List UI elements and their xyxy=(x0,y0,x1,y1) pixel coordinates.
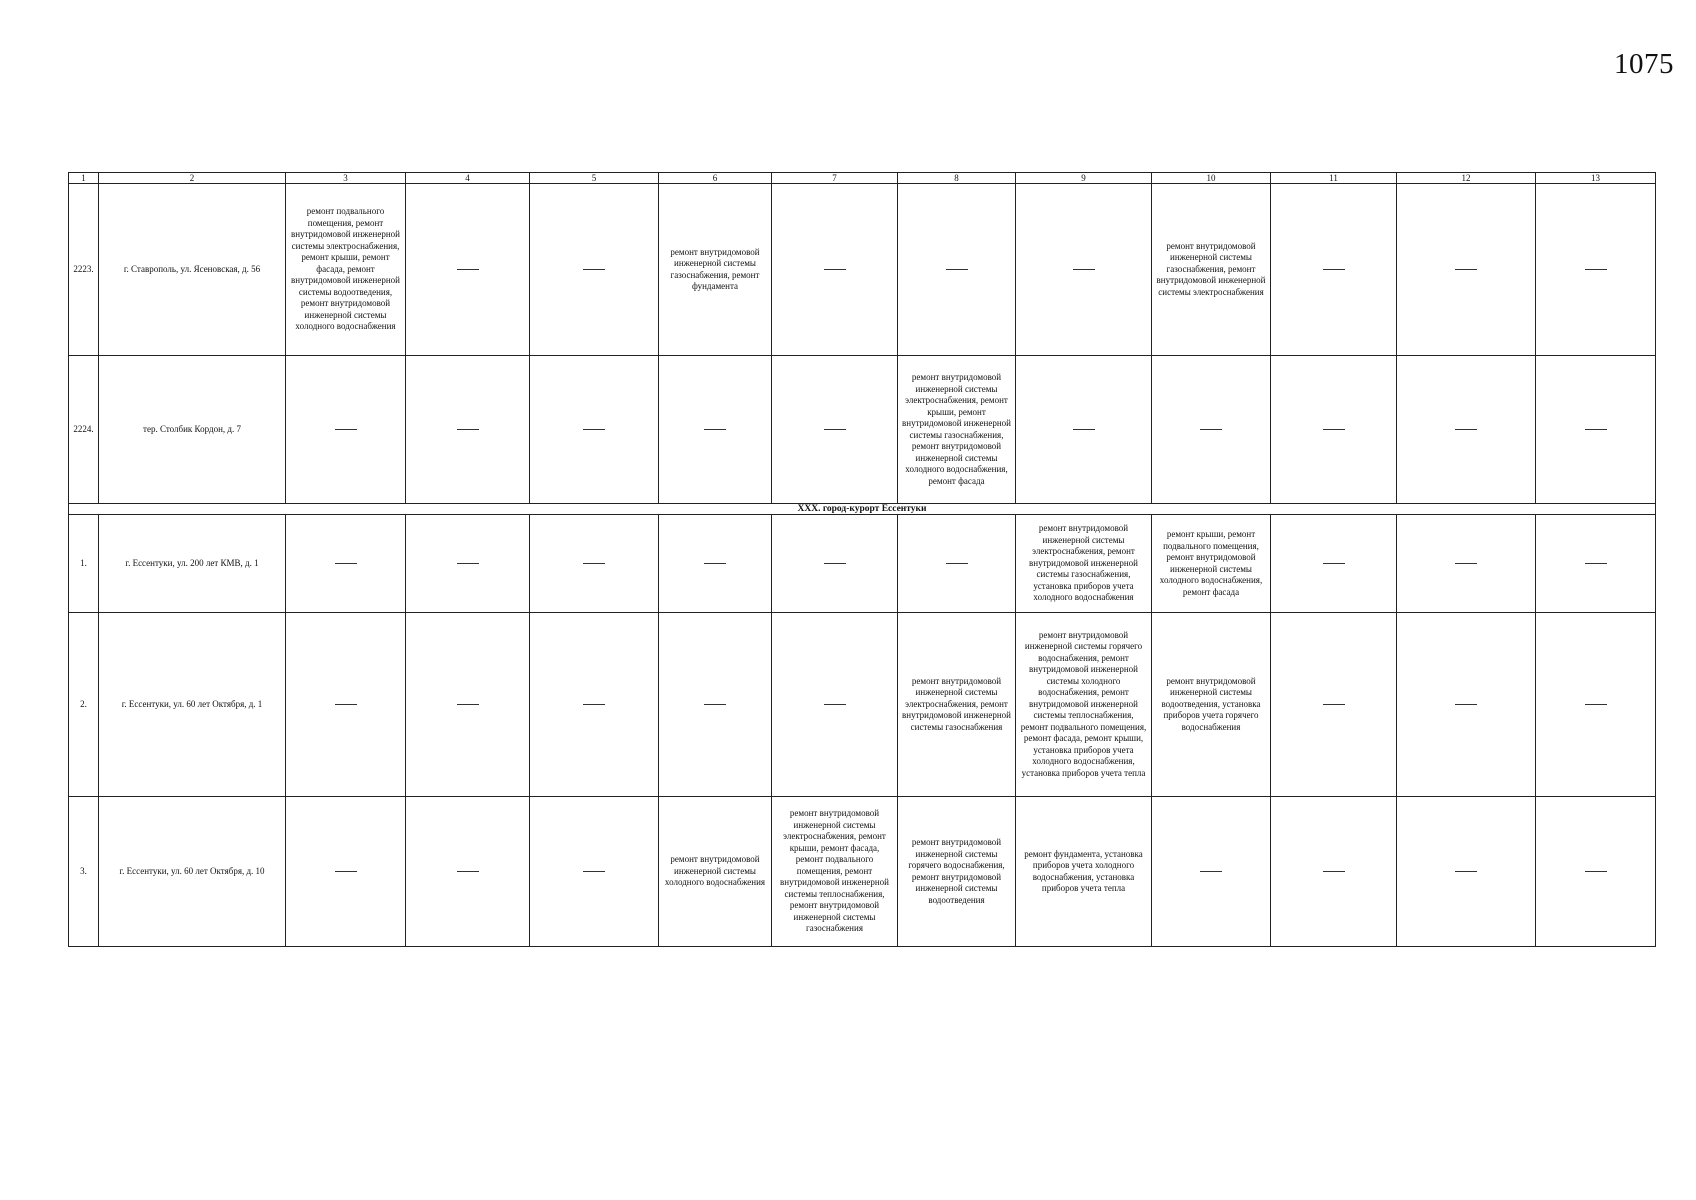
empty-cell xyxy=(286,515,406,613)
empty-cell xyxy=(406,356,530,504)
column-number: 2 xyxy=(99,173,286,184)
empty-cell xyxy=(1152,797,1271,947)
empty-cell xyxy=(530,613,659,797)
address-cell: г. Ессентуки, ул. 60 лет Октября, д. 1 xyxy=(99,613,286,797)
empty-cell xyxy=(659,613,772,797)
column-number: 6 xyxy=(659,173,772,184)
column-number: 1 xyxy=(69,173,99,184)
dash-mark xyxy=(1200,429,1222,430)
dash-mark xyxy=(946,563,968,564)
dash-mark xyxy=(1585,429,1607,430)
works-cell: ремонт внутридомовой инженерной системы газоснабжения, ремонт внутридомовой инженерной системы электроснабжения xyxy=(1152,184,1271,356)
empty-cell xyxy=(406,515,530,613)
dash-mark xyxy=(457,704,479,705)
empty-cell xyxy=(772,356,898,504)
empty-cell xyxy=(1397,184,1536,356)
empty-cell xyxy=(1016,356,1152,504)
empty-cell xyxy=(1397,797,1536,947)
dash-mark xyxy=(824,563,846,564)
dash-mark xyxy=(946,269,968,270)
dash-mark xyxy=(583,269,605,270)
dash-mark xyxy=(583,563,605,564)
dash-mark xyxy=(704,429,726,430)
column-number: 11 xyxy=(1271,173,1397,184)
dash-mark xyxy=(583,704,605,705)
address-cell: тер. Столбик Кордон, д. 7 xyxy=(99,356,286,504)
column-number: 9 xyxy=(1016,173,1152,184)
works-cell: ремонт внутридомовой инженерной системы электроснабжения, ремонт крыши, ремонт внутридомовой инженерной системы газоснабжения, ремонт внутридомовой инженерной системы холодного водоснабжения, ремонт фасада xyxy=(898,356,1016,504)
dash-mark xyxy=(335,704,357,705)
column-number: 13 xyxy=(1536,173,1656,184)
empty-cell xyxy=(286,356,406,504)
column-number: 3 xyxy=(286,173,406,184)
works-cell: ремонт крыши, ремонт подвального помещения, ремонт внутридомовой инженерной системы холодного водоснабжения, ремонт фасада xyxy=(1152,515,1271,613)
column-number-row xyxy=(69,173,1656,184)
dash-mark xyxy=(1073,429,1095,430)
dash-mark xyxy=(457,871,479,872)
empty-cell xyxy=(406,797,530,947)
dash-mark xyxy=(824,704,846,705)
section-title: XXX. город-курорт Ессентуки xyxy=(69,504,1656,515)
empty-cell xyxy=(1271,797,1397,947)
empty-cell xyxy=(1152,356,1271,504)
works-cell: ремонт внутридомовой инженерной системы горячего водоснабжения, ремонт внутридомовой инженерной системы холодного водоснабжения, ремонт внутридомовой инженерной системы теплоснабжения, ремонт подвального помещения, ремонт фасада, ремонт крыши, установка приборов учета холодного водоснабжения, установка приборов учета тепла xyxy=(1016,613,1152,797)
works-cell: ремонт внутридомовой инженерной системы холодного водоснабжения xyxy=(659,797,772,947)
empty-cell xyxy=(530,515,659,613)
empty-cell xyxy=(1397,356,1536,504)
dash-mark xyxy=(457,429,479,430)
repair-schedule-table xyxy=(68,172,1656,947)
dash-mark xyxy=(1323,871,1345,872)
dash-mark xyxy=(824,269,846,270)
empty-cell xyxy=(898,515,1016,613)
works-cell: ремонт внутридомовой инженерной системы электроснабжения, ремонт внутридомовой инженерной системы газоснабжения xyxy=(898,613,1016,797)
table-row xyxy=(69,184,1656,356)
empty-cell xyxy=(1536,613,1656,797)
dash-mark xyxy=(1585,704,1607,705)
table-body xyxy=(69,173,1656,947)
works-cell: ремонт фундамента, установка приборов учета холодного водоснабжения, установка приборов учета тепла xyxy=(1016,797,1152,947)
row-number: 2. xyxy=(69,613,99,797)
empty-cell xyxy=(1536,515,1656,613)
empty-cell xyxy=(1536,356,1656,504)
dash-mark xyxy=(1323,429,1345,430)
dash-mark xyxy=(1200,871,1222,872)
dash-mark xyxy=(1585,871,1607,872)
works-cell: ремонт внутридомовой инженерной системы водоотведения, установка приборов учета горячего водоснабжения xyxy=(1152,613,1271,797)
table-row xyxy=(69,515,1656,613)
dash-mark xyxy=(1455,563,1477,564)
empty-cell xyxy=(1271,184,1397,356)
empty-cell xyxy=(1397,515,1536,613)
dash-mark xyxy=(1585,563,1607,564)
column-number: 5 xyxy=(530,173,659,184)
address-cell: г. Ессентуки, ул. 200 лет КМВ, д. 1 xyxy=(99,515,286,613)
dash-mark xyxy=(824,429,846,430)
column-number: 8 xyxy=(898,173,1016,184)
column-number: 7 xyxy=(772,173,898,184)
table-row xyxy=(69,356,1656,504)
dash-mark xyxy=(704,563,726,564)
empty-cell xyxy=(1271,515,1397,613)
empty-cell xyxy=(530,356,659,504)
table-row xyxy=(69,613,1656,797)
row-number: 2224. xyxy=(69,356,99,504)
dash-mark xyxy=(1455,704,1477,705)
column-number: 10 xyxy=(1152,173,1271,184)
works-cell: ремонт внутридомовой инженерной системы горячего водоснабжения, ремонт внутридомовой инженерной системы водоотведения xyxy=(898,797,1016,947)
column-number: 4 xyxy=(406,173,530,184)
dash-mark xyxy=(583,429,605,430)
dash-mark xyxy=(335,563,357,564)
dash-mark xyxy=(1455,429,1477,430)
page-number: 1075 xyxy=(1614,48,1674,80)
empty-cell xyxy=(1397,613,1536,797)
empty-cell xyxy=(406,613,530,797)
empty-cell xyxy=(772,184,898,356)
empty-cell xyxy=(286,613,406,797)
dash-mark xyxy=(1323,563,1345,564)
dash-mark xyxy=(583,871,605,872)
empty-cell xyxy=(530,184,659,356)
column-number: 12 xyxy=(1397,173,1536,184)
dash-mark xyxy=(1323,704,1345,705)
dash-mark xyxy=(457,269,479,270)
works-cell: ремонт подвального помещения, ремонт внутридомовой инженерной системы электроснабжения, ремонт крыши, ремонт фасада, ремонт внутридомовой инженерной системы водоотведения, ремонт внутридомовой инженерной системы холодного водоснабжения xyxy=(286,184,406,356)
dash-mark xyxy=(704,704,726,705)
table-row xyxy=(69,797,1656,947)
dash-mark xyxy=(457,563,479,564)
empty-cell xyxy=(406,184,530,356)
empty-cell xyxy=(530,797,659,947)
empty-cell xyxy=(772,515,898,613)
row-number: 2223. xyxy=(69,184,99,356)
row-number: 1. xyxy=(69,515,99,613)
empty-cell xyxy=(1016,184,1152,356)
dash-mark xyxy=(1585,269,1607,270)
works-cell: ремонт внутридомовой инженерной системы электроснабжения, ремонт крыши, ремонт фасада, ремонт подвального помещения, ремонт внутридомовой инженерной системы теплоснабжения, ремонт внутридомовой инженерной системы газоснабжения xyxy=(772,797,898,947)
address-cell: г. Ессентуки, ул. 60 лет Октября, д. 10 xyxy=(99,797,286,947)
empty-cell xyxy=(659,515,772,613)
dash-mark xyxy=(335,429,357,430)
dash-mark xyxy=(335,871,357,872)
empty-cell xyxy=(898,184,1016,356)
works-cell: ремонт внутридомовой инженерной системы электроснабжения, ремонт внутридомовой инженерной системы газоснабжения, установка приборов учета холодного водоснабжения xyxy=(1016,515,1152,613)
dash-mark xyxy=(1455,269,1477,270)
dash-mark xyxy=(1455,871,1477,872)
section-row xyxy=(69,504,1656,515)
empty-cell xyxy=(1536,184,1656,356)
address-cell: г. Ставрополь, ул. Ясеновская, д. 56 xyxy=(99,184,286,356)
row-number: 3. xyxy=(69,797,99,947)
dash-mark xyxy=(1073,269,1095,270)
empty-cell xyxy=(772,613,898,797)
empty-cell xyxy=(286,797,406,947)
empty-cell xyxy=(1536,797,1656,947)
empty-cell xyxy=(659,356,772,504)
works-cell: ремонт внутридомовой инженерной системы газоснабжения, ремонт фундамента xyxy=(659,184,772,356)
empty-cell xyxy=(1271,613,1397,797)
empty-cell xyxy=(1271,356,1397,504)
dash-mark xyxy=(1323,269,1345,270)
